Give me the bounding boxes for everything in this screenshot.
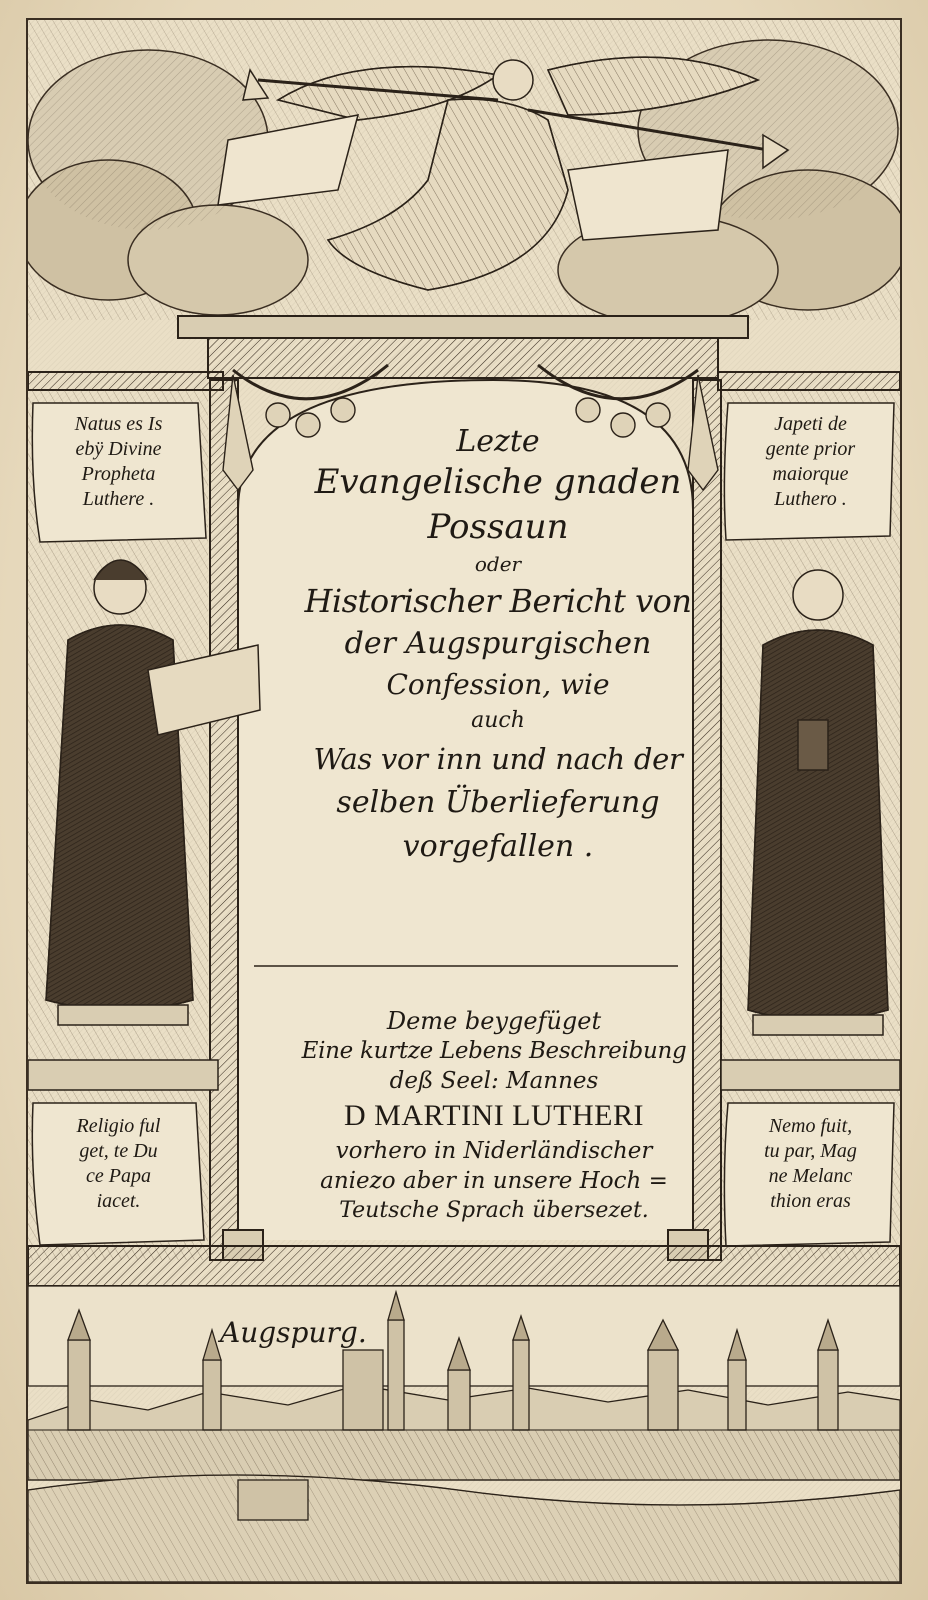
scroll-line: get, te Du — [79, 1140, 158, 1162]
scroll-top-left-text — [36, 412, 201, 512]
author-name: D MARTINI LUTHERI — [344, 1099, 644, 1132]
title-line: der Augspurgischen — [344, 626, 652, 661]
subtitle-line: Deme beygefüget — [386, 1007, 602, 1035]
scroll-line: Nemo fuit, — [768, 1115, 853, 1137]
scroll-line: ne Melanc — [768, 1165, 853, 1187]
scroll-line: Luthero . — [774, 488, 847, 510]
title-line: auch — [471, 708, 525, 733]
augsburg-cityscape — [28, 1286, 900, 1582]
scroll-line: Religio ful — [76, 1115, 161, 1137]
title-line: Confession, wie — [386, 668, 610, 701]
engraved-plate — [26, 18, 902, 1584]
city-frame — [28, 1246, 900, 1286]
scroll-bottom-right-text — [728, 1114, 893, 1214]
scroll-line: maiorque — [772, 463, 849, 485]
scroll-line: ce Papa — [86, 1165, 151, 1187]
scroll-line: Luthere . — [82, 488, 155, 510]
subtitle-line: Eine kurtze Lebens Beschreibung — [301, 1038, 687, 1064]
title-line: Possaun — [427, 507, 569, 547]
scroll-bottom-left-text — [36, 1114, 201, 1214]
scroll-line: ebÿ Divine — [75, 438, 162, 460]
title-line: selben Überlieferung — [336, 785, 660, 820]
title-line: Evangelische gnaden — [314, 462, 682, 502]
scroll-line: thion eras — [770, 1190, 851, 1212]
title-line: Lezte — [456, 424, 540, 459]
subtitle-block — [260, 1006, 728, 1226]
title-line: Historischer Bericht von — [304, 582, 692, 620]
subtitle-line: vorhero in Niderländischer — [335, 1138, 653, 1164]
scroll-top-right-text — [728, 412, 893, 512]
title-line: Was vor inn und nach der — [313, 742, 683, 776]
subtitle-line: deß Seel: Mannes — [389, 1068, 599, 1094]
scroll-line: Japeti de — [774, 413, 847, 435]
title-line: vorgefallen . — [402, 829, 594, 864]
main-title — [268, 418, 728, 869]
subtitle-line: Teutsche Sprach übersezet. — [339, 1198, 649, 1223]
scroll-line: Natus es Is — [74, 413, 163, 435]
scroll-line: Propheta — [81, 463, 156, 485]
scroll-line: iacet. — [96, 1190, 141, 1212]
scroll-line: tu par, Mag — [764, 1140, 857, 1162]
subtitle-line: aniezo aber in unsere Hoch = — [320, 1168, 668, 1194]
city-label: Augspurg. — [220, 1316, 367, 1349]
scroll-line: gente prior — [765, 438, 856, 460]
title-line: oder — [474, 552, 522, 576]
